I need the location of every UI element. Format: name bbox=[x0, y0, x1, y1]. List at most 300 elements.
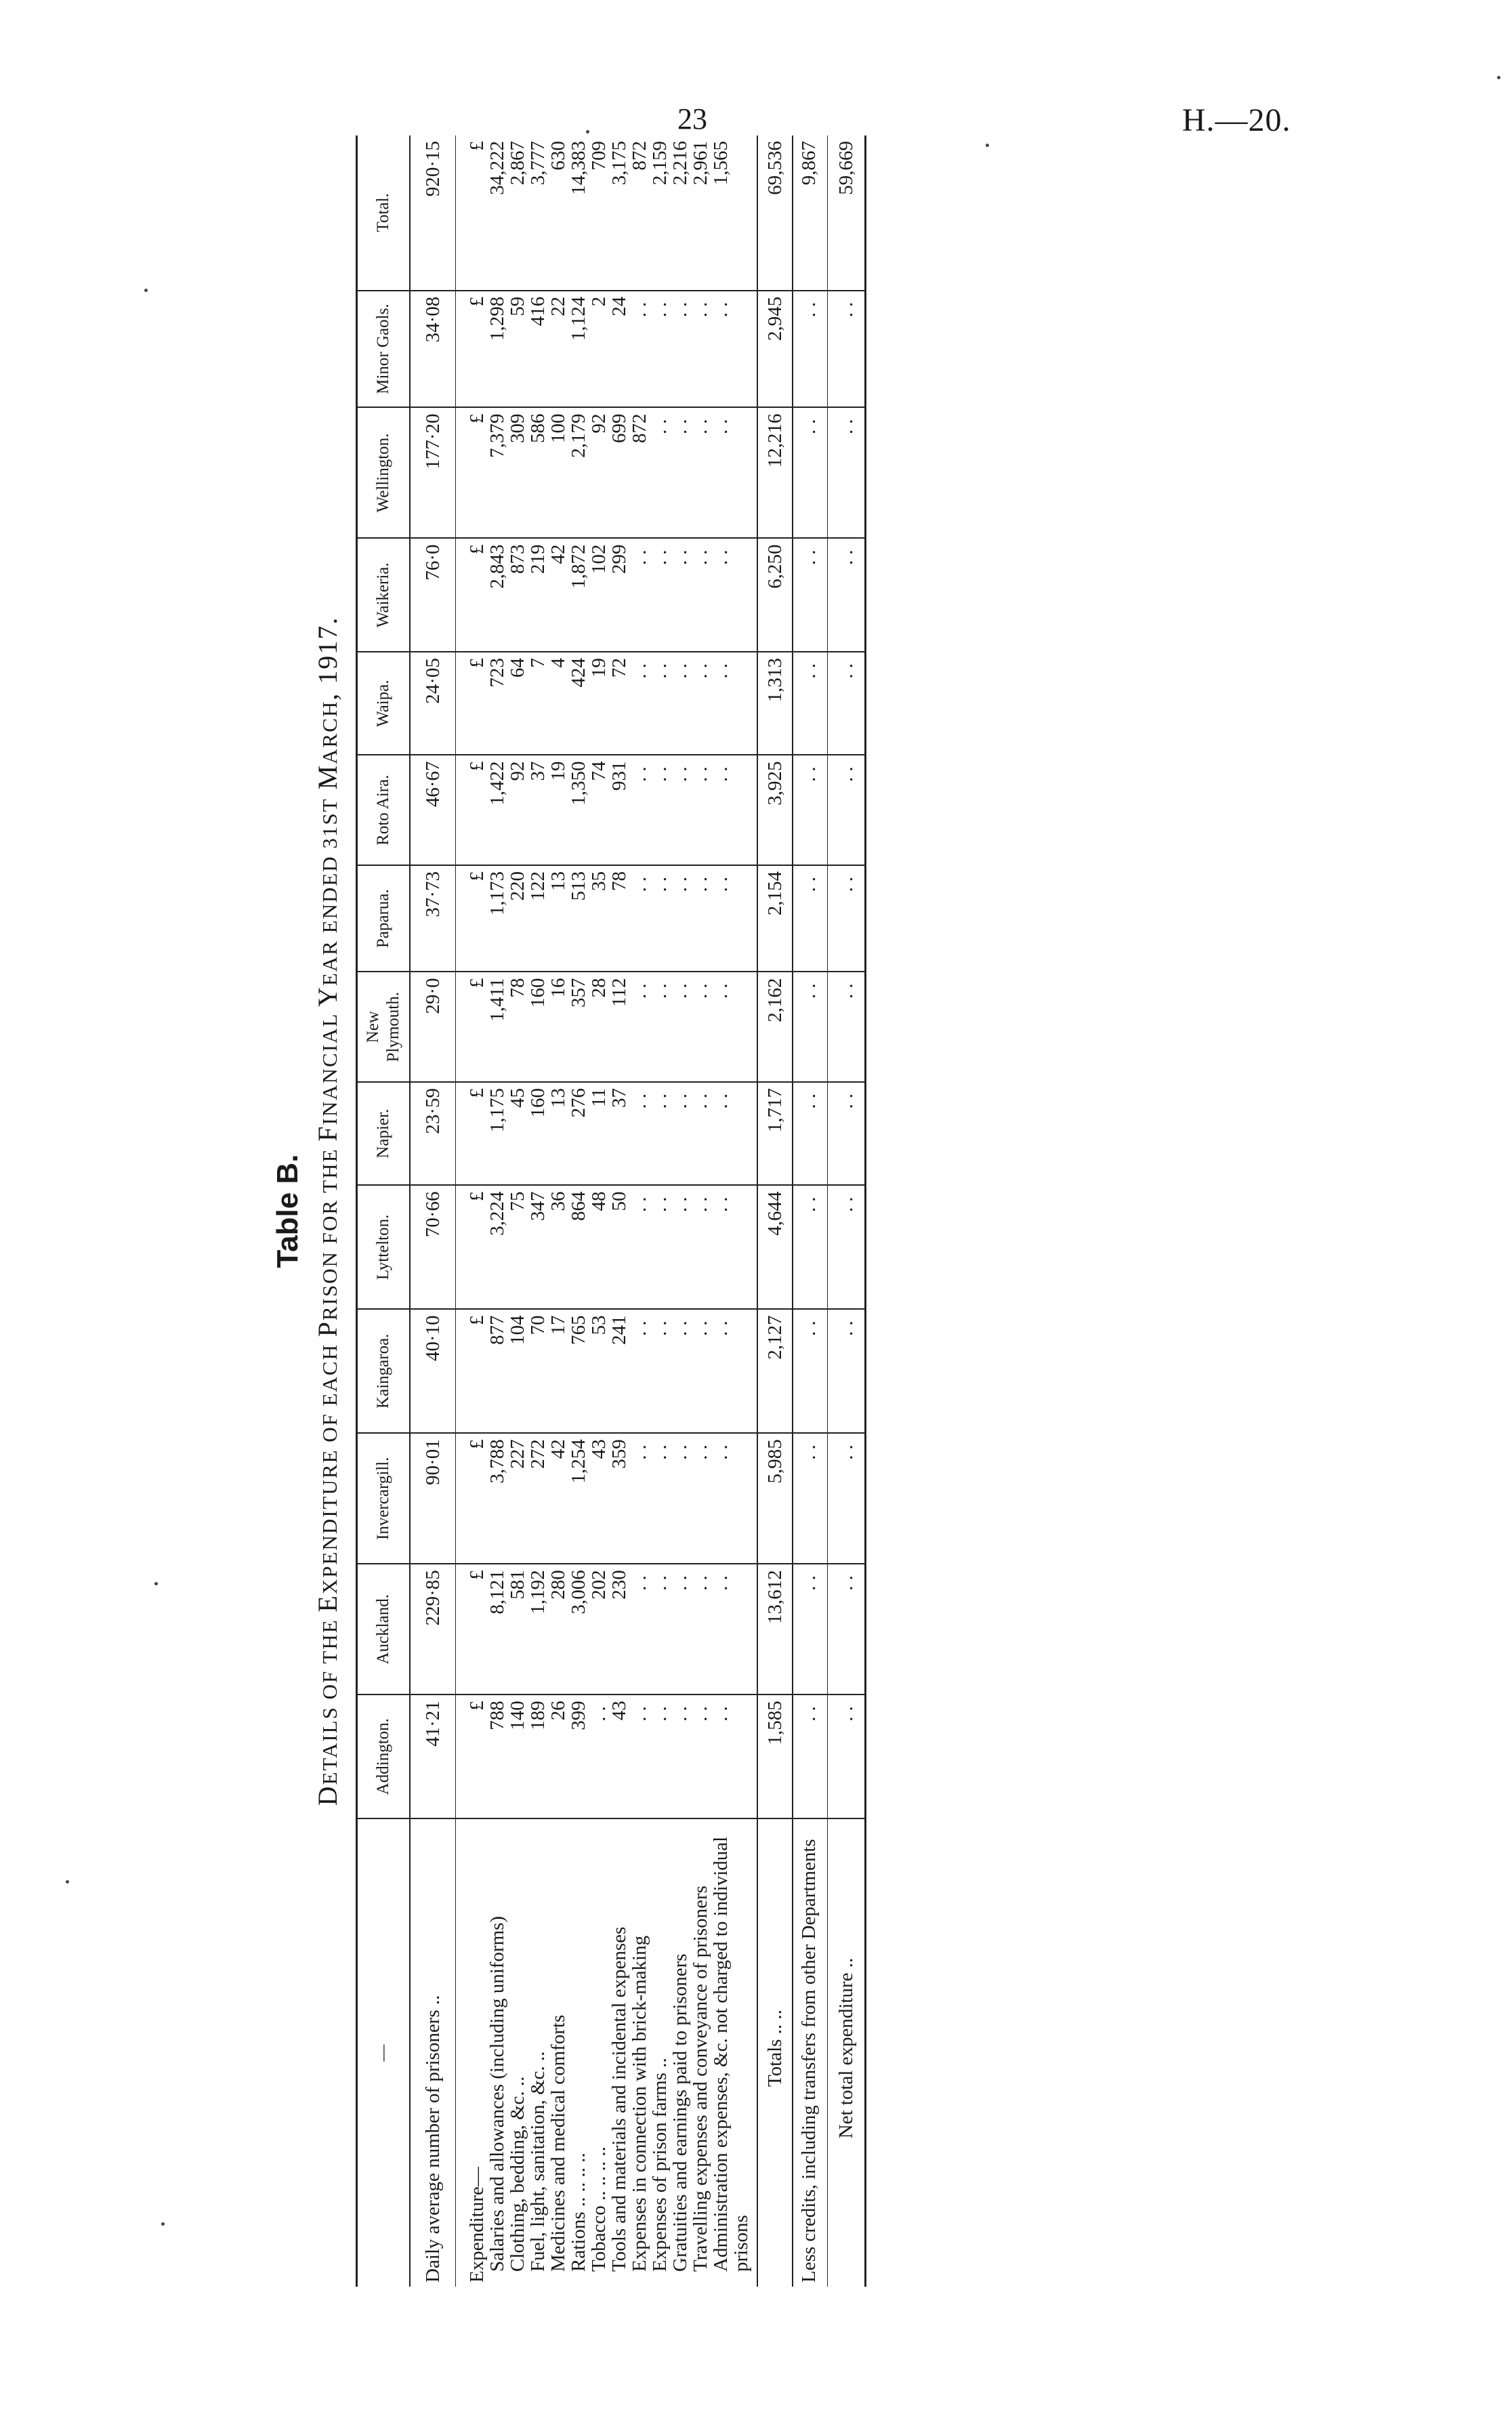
cell-value: 19 bbox=[548, 755, 568, 865]
spacer-cell bbox=[751, 755, 757, 865]
cell-value: .. bbox=[828, 972, 866, 1083]
cell-value: .. bbox=[690, 972, 711, 1083]
table-label: Table B. bbox=[271, 1154, 304, 1268]
expenditure-table bbox=[356, 136, 866, 2287]
cell-value: 43 bbox=[609, 1694, 629, 1818]
cell-value: 34·08 bbox=[410, 291, 456, 408]
cell-value: .. bbox=[629, 1309, 650, 1433]
expenditure-row bbox=[670, 136, 690, 2287]
cell-value: .. bbox=[828, 652, 866, 755]
cell-value: 581 bbox=[507, 1564, 528, 1694]
cell-value: .. bbox=[711, 1185, 751, 1309]
cell-value: 309 bbox=[507, 407, 528, 538]
cell-value: 189 bbox=[528, 1694, 548, 1818]
cell-value: 104 bbox=[507, 1309, 528, 1433]
speck bbox=[586, 130, 589, 133]
daily-average-row bbox=[410, 136, 456, 2287]
speck bbox=[66, 1880, 69, 1884]
cell-value: 48 bbox=[589, 1185, 609, 1309]
row-label: Tools and materials and incidental expenses bbox=[608, 1926, 630, 2272]
cell-value: 13 bbox=[548, 865, 568, 972]
cell-value: 3,925 bbox=[757, 755, 793, 865]
cell-value: .. bbox=[650, 538, 670, 652]
cell-value: .. bbox=[711, 1309, 751, 1433]
cell-value: .. bbox=[670, 538, 690, 652]
cell-value: 92 bbox=[507, 755, 528, 865]
cell-value: 2,127 bbox=[757, 1309, 793, 1433]
expenditure-row bbox=[650, 136, 670, 2287]
cell-value: 74 bbox=[589, 755, 609, 865]
cell-value: .. bbox=[793, 1564, 828, 1694]
cell-value: .. bbox=[670, 1694, 690, 1818]
table-header bbox=[357, 136, 411, 2287]
cell-value: 35 bbox=[589, 865, 609, 972]
cell-value: 90·01 bbox=[410, 1433, 456, 1564]
cell-value: 2,867 bbox=[507, 136, 528, 291]
row-label: Medicines and medical comforts bbox=[547, 2014, 569, 2272]
cell-value: 37·73 bbox=[410, 865, 456, 972]
cell-value: 723 bbox=[487, 652, 507, 755]
cell-value: .. bbox=[670, 652, 690, 755]
cell-value: 45 bbox=[507, 1082, 528, 1185]
cell-value: 1,173 bbox=[487, 865, 507, 972]
cell-value: 2 bbox=[589, 291, 609, 408]
cell-value: 7,379 bbox=[487, 407, 507, 538]
cell-value: .. bbox=[690, 1185, 711, 1309]
cell-value: .. bbox=[711, 538, 751, 652]
cell-value: .. bbox=[793, 538, 828, 652]
cell-value: 24·05 bbox=[410, 652, 456, 755]
cell-value: .. bbox=[670, 865, 690, 972]
cell-value: .. bbox=[629, 1082, 650, 1185]
cell-value: .. bbox=[711, 407, 751, 538]
column-header: Wellington. bbox=[357, 407, 411, 538]
table-title: DETAILS OF THE EXPENDITURE OF EACH PRISON FOR THE FINANCIAL YEAR ENDED 31ST MARCH, 1917. bbox=[312, 616, 343, 1806]
rotated-table-block bbox=[257, 136, 1138, 2287]
cell-value: .. bbox=[650, 1309, 670, 1433]
expenditure-row bbox=[629, 136, 650, 2287]
cell-value: .. bbox=[690, 1564, 711, 1694]
cell-value: .. bbox=[650, 865, 670, 972]
cell-value: 160 bbox=[528, 1082, 548, 1185]
cell-value: 92 bbox=[589, 407, 609, 538]
cell-value: .. bbox=[650, 1694, 670, 1818]
cell-value: .. bbox=[690, 1309, 711, 1433]
cell-value: .. bbox=[828, 755, 866, 865]
cell-value: 513 bbox=[568, 865, 589, 972]
cell-value: 8,121 bbox=[487, 1564, 507, 1694]
cell-value: 864 bbox=[568, 1185, 589, 1309]
cell-value: .. bbox=[711, 291, 751, 408]
cell-value: 53 bbox=[589, 1309, 609, 1433]
cell-value: .. bbox=[828, 1309, 866, 1433]
cell-value: 14,383 bbox=[568, 136, 589, 291]
column-header: Minor Gaols. bbox=[357, 291, 411, 408]
spacer-cell bbox=[751, 865, 757, 972]
row-label: Rations .. .. .. .. bbox=[568, 2153, 589, 2272]
cell-value: £ bbox=[456, 1433, 488, 1564]
row-label: Totals .. .. bbox=[757, 1818, 793, 2287]
cell-value: .. bbox=[793, 1433, 828, 1564]
cell-value: £ bbox=[456, 1185, 488, 1309]
cell-value: .. bbox=[650, 1433, 670, 1564]
cell-value: 29·0 bbox=[410, 972, 456, 1083]
cell-value: 13,612 bbox=[757, 1564, 793, 1694]
spacer-cell bbox=[751, 1433, 757, 1564]
cell-value: .. bbox=[828, 1694, 866, 1818]
cell-value: .. bbox=[650, 1082, 670, 1185]
cell-value: £ bbox=[456, 1564, 488, 1694]
column-header: Lyttelton. bbox=[357, 1185, 411, 1309]
cell-value: 6,250 bbox=[757, 538, 793, 652]
expenditure-heading-row bbox=[456, 136, 488, 2287]
cell-value: 299 bbox=[609, 538, 629, 652]
cell-value: .. bbox=[793, 755, 828, 865]
cell-value: 102 bbox=[589, 538, 609, 652]
row-label: Fuel, light, sanitation, &c. .. bbox=[527, 2051, 549, 2272]
cell-value: 2,159 bbox=[650, 136, 670, 291]
spacer-cell bbox=[751, 291, 757, 408]
cell-value: 2,961 bbox=[690, 136, 711, 291]
cell-value: .. bbox=[650, 755, 670, 865]
cell-value: .. bbox=[793, 1694, 828, 1818]
expenditure-row bbox=[507, 136, 528, 2287]
cell-value: .. bbox=[650, 1564, 670, 1694]
cell-value: 4,644 bbox=[757, 1185, 793, 1309]
cell-value: 36 bbox=[548, 1185, 568, 1309]
cell-value: .. bbox=[828, 407, 866, 538]
cell-value: 24 bbox=[609, 291, 629, 408]
cell-value: .. bbox=[711, 1564, 751, 1694]
row-label: Gratuities and earnings paid to prisoners bbox=[669, 1953, 691, 2272]
cell-value: 2,945 bbox=[757, 291, 793, 408]
spacer-cell bbox=[751, 407, 757, 538]
cell-value: .. bbox=[690, 1433, 711, 1564]
cell-value: 41·21 bbox=[410, 1694, 456, 1818]
cell-value: 872 bbox=[629, 136, 650, 291]
spacer-cell bbox=[751, 538, 757, 652]
cell-value: 75 bbox=[507, 1185, 528, 1309]
cell-value: .. bbox=[828, 865, 866, 972]
cell-value: 357 bbox=[568, 972, 589, 1083]
cell-value: .. bbox=[629, 538, 650, 652]
cell-value: £ bbox=[456, 136, 488, 291]
cell-value: 586 bbox=[528, 407, 548, 538]
cell-value: £ bbox=[456, 865, 488, 972]
cell-value: 416 bbox=[528, 291, 548, 408]
cell-value: .. bbox=[690, 1082, 711, 1185]
spacer-cell bbox=[751, 1309, 757, 1433]
cell-value: .. bbox=[650, 1185, 670, 1309]
cell-value: .. bbox=[629, 1185, 650, 1309]
cell-value: 3,777 bbox=[528, 136, 548, 291]
cell-value: 399 bbox=[568, 1694, 589, 1818]
row-label: Expenditure— bbox=[466, 2167, 488, 2283]
spacer-cell bbox=[751, 136, 757, 291]
cell-value: 122 bbox=[528, 865, 548, 972]
expenditure-row bbox=[589, 136, 609, 2287]
cell-value: .. bbox=[629, 1564, 650, 1694]
cell-value: .. bbox=[828, 291, 866, 408]
cell-value: 699 bbox=[609, 407, 629, 538]
cell-value: .. bbox=[629, 652, 650, 755]
cell-value: 920·15 bbox=[410, 136, 456, 291]
cell-value: 1,124 bbox=[568, 291, 589, 408]
cell-value: 1,192 bbox=[528, 1564, 548, 1694]
cell-value: .. bbox=[650, 407, 670, 538]
cell-value: 70 bbox=[528, 1309, 548, 1433]
cell-value: .. bbox=[793, 1185, 828, 1309]
spacer-cell bbox=[751, 1564, 757, 1694]
cell-value: .. bbox=[670, 1564, 690, 1694]
cell-value: .. bbox=[828, 1082, 866, 1185]
cell-value: 1,422 bbox=[487, 755, 507, 865]
expenditure-row bbox=[711, 136, 751, 2287]
cell-value: 424 bbox=[568, 652, 589, 755]
cell-value: .. bbox=[711, 1694, 751, 1818]
cell-value: 227 bbox=[507, 1433, 528, 1564]
speck bbox=[161, 2222, 165, 2226]
cell-value: .. bbox=[828, 1564, 866, 1694]
cell-value: .. bbox=[690, 291, 711, 408]
expenditure-row bbox=[568, 136, 589, 2287]
cell-value: 78 bbox=[507, 972, 528, 1083]
cell-value: .. bbox=[670, 755, 690, 865]
cell-value: 788 bbox=[487, 1694, 507, 1818]
cell-value: 220 bbox=[507, 865, 528, 972]
cell-value: 229·85 bbox=[410, 1564, 456, 1694]
cell-value: 347 bbox=[528, 1185, 548, 1309]
column-header: Addington. bbox=[357, 1694, 411, 1818]
cell-value: 70·66 bbox=[410, 1185, 456, 1309]
spacer-row bbox=[751, 136, 757, 2287]
spacer-cell bbox=[751, 1694, 757, 1818]
spacer-cell bbox=[751, 1082, 757, 1185]
cell-value: 34,222 bbox=[487, 136, 507, 291]
cell-value: .. bbox=[828, 538, 866, 652]
cell-value: 37 bbox=[528, 755, 548, 865]
totals-row bbox=[757, 136, 793, 2287]
cell-value: 3,175 bbox=[609, 136, 629, 291]
speck bbox=[154, 1582, 158, 1585]
cell-value: 765 bbox=[568, 1309, 589, 1433]
column-header: Kaingaroa. bbox=[357, 1309, 411, 1433]
cell-value: 42 bbox=[548, 1433, 568, 1564]
cell-value: £ bbox=[456, 972, 488, 1083]
cell-value: 78 bbox=[609, 865, 629, 972]
cell-value: 272 bbox=[528, 1433, 548, 1564]
cell-value: .. bbox=[711, 1082, 751, 1185]
cell-value: 22 bbox=[548, 291, 568, 408]
spacer-cell bbox=[751, 1818, 757, 2287]
cell-value: 59,669 bbox=[828, 136, 866, 291]
column-header: Waikeria. bbox=[357, 538, 411, 652]
cell-value: .. bbox=[650, 652, 670, 755]
table-body bbox=[410, 136, 866, 2287]
less-credits-row bbox=[793, 136, 828, 2287]
cell-value: 3,224 bbox=[487, 1185, 507, 1309]
row-label: Expenses in connection with brick-making bbox=[629, 1935, 650, 2272]
cell-value: 877 bbox=[487, 1309, 507, 1433]
cell-value: 76·0 bbox=[410, 538, 456, 652]
cell-value: 11 bbox=[589, 1082, 609, 1185]
cell-value: 1,175 bbox=[487, 1082, 507, 1185]
cell-value: 160 bbox=[528, 972, 548, 1083]
cell-value: 2,179 bbox=[568, 407, 589, 538]
cell-value: 280 bbox=[548, 1564, 568, 1694]
cell-value: 72 bbox=[609, 652, 629, 755]
expenditure-row bbox=[690, 136, 711, 2287]
column-header: Waipa. bbox=[357, 652, 411, 755]
cell-value: 1,411 bbox=[487, 972, 507, 1083]
cell-value: £ bbox=[456, 291, 488, 408]
cell-value: 4 bbox=[548, 652, 568, 755]
cell-value: 2,843 bbox=[487, 538, 507, 652]
row-label: Tobacco .. .. .. .. bbox=[588, 2146, 610, 2272]
cell-value: 177·20 bbox=[410, 407, 456, 538]
cell-value: 3,006 bbox=[568, 1564, 589, 1694]
cell-value: 9,867 bbox=[793, 136, 828, 291]
cell-value: 19 bbox=[589, 652, 609, 755]
cell-value: 37 bbox=[609, 1082, 629, 1185]
row-label: Salaries and allowances (including uniforms) bbox=[486, 1915, 508, 2272]
cell-value: .. bbox=[690, 755, 711, 865]
expenditure-row bbox=[487, 136, 507, 2287]
cell-value: .. bbox=[670, 407, 690, 538]
row-label: Less credits, including transfers from other Departments bbox=[793, 1818, 828, 2287]
cell-value: 112 bbox=[609, 972, 629, 1083]
cell-value: .. bbox=[589, 1694, 609, 1818]
page-number: 23 bbox=[677, 102, 707, 136]
cell-value: 140 bbox=[507, 1694, 528, 1818]
cell-value: .. bbox=[793, 291, 828, 408]
cell-value: 23·59 bbox=[410, 1082, 456, 1185]
cell-value: 2,216 bbox=[670, 136, 690, 291]
speck bbox=[144, 289, 148, 292]
net-total-row bbox=[828, 136, 866, 2287]
cell-value: .. bbox=[629, 291, 650, 408]
cell-value: .. bbox=[793, 865, 828, 972]
cell-value: 69,536 bbox=[757, 136, 793, 291]
cell-value: 1,717 bbox=[757, 1082, 793, 1185]
cell-value: £ bbox=[456, 1694, 488, 1818]
cell-value: 1,313 bbox=[757, 652, 793, 755]
cell-value: .. bbox=[793, 972, 828, 1083]
cell-value: .. bbox=[670, 1433, 690, 1564]
cell-value: 28 bbox=[589, 972, 609, 1083]
cell-value: .. bbox=[629, 865, 650, 972]
cell-value: .. bbox=[690, 652, 711, 755]
cell-value: 709 bbox=[589, 136, 609, 291]
cell-value: 17 bbox=[548, 1309, 568, 1433]
cell-value: 2,154 bbox=[757, 865, 793, 972]
cell-value: 1,350 bbox=[568, 755, 589, 865]
spacer-cell bbox=[751, 972, 757, 1083]
cell-value: .. bbox=[828, 1433, 866, 1564]
cell-value: 1,872 bbox=[568, 538, 589, 652]
cell-value: .. bbox=[793, 1309, 828, 1433]
cell-value: .. bbox=[711, 1433, 751, 1564]
spacer-cell bbox=[751, 652, 757, 755]
cell-value: .. bbox=[711, 865, 751, 972]
cell-value: 241 bbox=[609, 1309, 629, 1433]
header-blank: — bbox=[357, 1818, 411, 2287]
cell-value: .. bbox=[650, 972, 670, 1083]
cell-value: 359 bbox=[609, 1433, 629, 1564]
cell-value: 42 bbox=[548, 538, 568, 652]
cell-value: .. bbox=[670, 1082, 690, 1185]
cell-value: .. bbox=[670, 1185, 690, 1309]
cell-value: £ bbox=[456, 538, 488, 652]
row-label: Expenses of prison farms .. bbox=[649, 2058, 671, 2272]
column-header: New Plymouth. bbox=[357, 972, 411, 1083]
cell-value: .. bbox=[670, 291, 690, 408]
cell-value: 2,162 bbox=[757, 972, 793, 1083]
row-label: Travelling expenses and conveyance of prisoners bbox=[690, 1886, 711, 2272]
column-header: Total. bbox=[357, 136, 411, 291]
cell-value: £ bbox=[456, 1082, 488, 1185]
row-label: Clothing, bedding, &c. .. bbox=[507, 2076, 528, 2272]
cell-value: .. bbox=[690, 538, 711, 652]
row-label: Administration expenses, &c. not charged to individual prisons bbox=[710, 1836, 752, 2272]
cell-value: 1,254 bbox=[568, 1433, 589, 1564]
cell-value: .. bbox=[793, 407, 828, 538]
cell-value: .. bbox=[793, 1082, 828, 1185]
cell-value: .. bbox=[629, 755, 650, 865]
expenditure-row bbox=[609, 136, 629, 2287]
cell-value: .. bbox=[690, 1694, 711, 1818]
cell-value: 3,788 bbox=[487, 1433, 507, 1564]
expenditure-row bbox=[548, 136, 568, 2287]
cell-value: 276 bbox=[568, 1082, 589, 1185]
cell-value: 43 bbox=[589, 1433, 609, 1564]
column-header: Auckland. bbox=[357, 1564, 411, 1694]
speck bbox=[1497, 76, 1500, 79]
column-header: Roto Aira. bbox=[357, 755, 411, 865]
cell-value: .. bbox=[690, 865, 711, 972]
cell-value: 872 bbox=[629, 407, 650, 538]
cell-value: 230 bbox=[609, 1564, 629, 1694]
cell-value: .. bbox=[711, 972, 751, 1083]
cell-value: 873 bbox=[507, 538, 528, 652]
cell-value: .. bbox=[711, 755, 751, 865]
cell-value: 202 bbox=[589, 1564, 609, 1694]
cell-value: .. bbox=[650, 291, 670, 408]
row-label: Net total expenditure .. bbox=[828, 1818, 866, 2287]
cell-value: 16 bbox=[548, 972, 568, 1083]
cell-value: 13 bbox=[548, 1082, 568, 1185]
cell-value: 64 bbox=[507, 652, 528, 755]
cell-value: 931 bbox=[609, 755, 629, 865]
cell-value: £ bbox=[456, 755, 488, 865]
cell-value: .. bbox=[629, 1694, 650, 1818]
cell-value: .. bbox=[828, 1185, 866, 1309]
column-header: Paparua. bbox=[357, 865, 411, 972]
cell-value: 219 bbox=[528, 538, 548, 652]
cell-value: 59 bbox=[507, 291, 528, 408]
spacer-cell bbox=[751, 1185, 757, 1309]
cell-value: 630 bbox=[548, 136, 568, 291]
cell-value: 100 bbox=[548, 407, 568, 538]
cell-value: 1,565 bbox=[711, 136, 751, 291]
cell-value: 50 bbox=[609, 1185, 629, 1309]
cell-value: 40·10 bbox=[410, 1309, 456, 1433]
cell-value: 26 bbox=[548, 1694, 568, 1818]
cell-value: 1,298 bbox=[487, 291, 507, 408]
document-reference: H.—20. bbox=[1182, 102, 1291, 138]
cell-value: 5,985 bbox=[757, 1433, 793, 1564]
cell-value: .. bbox=[670, 972, 690, 1083]
